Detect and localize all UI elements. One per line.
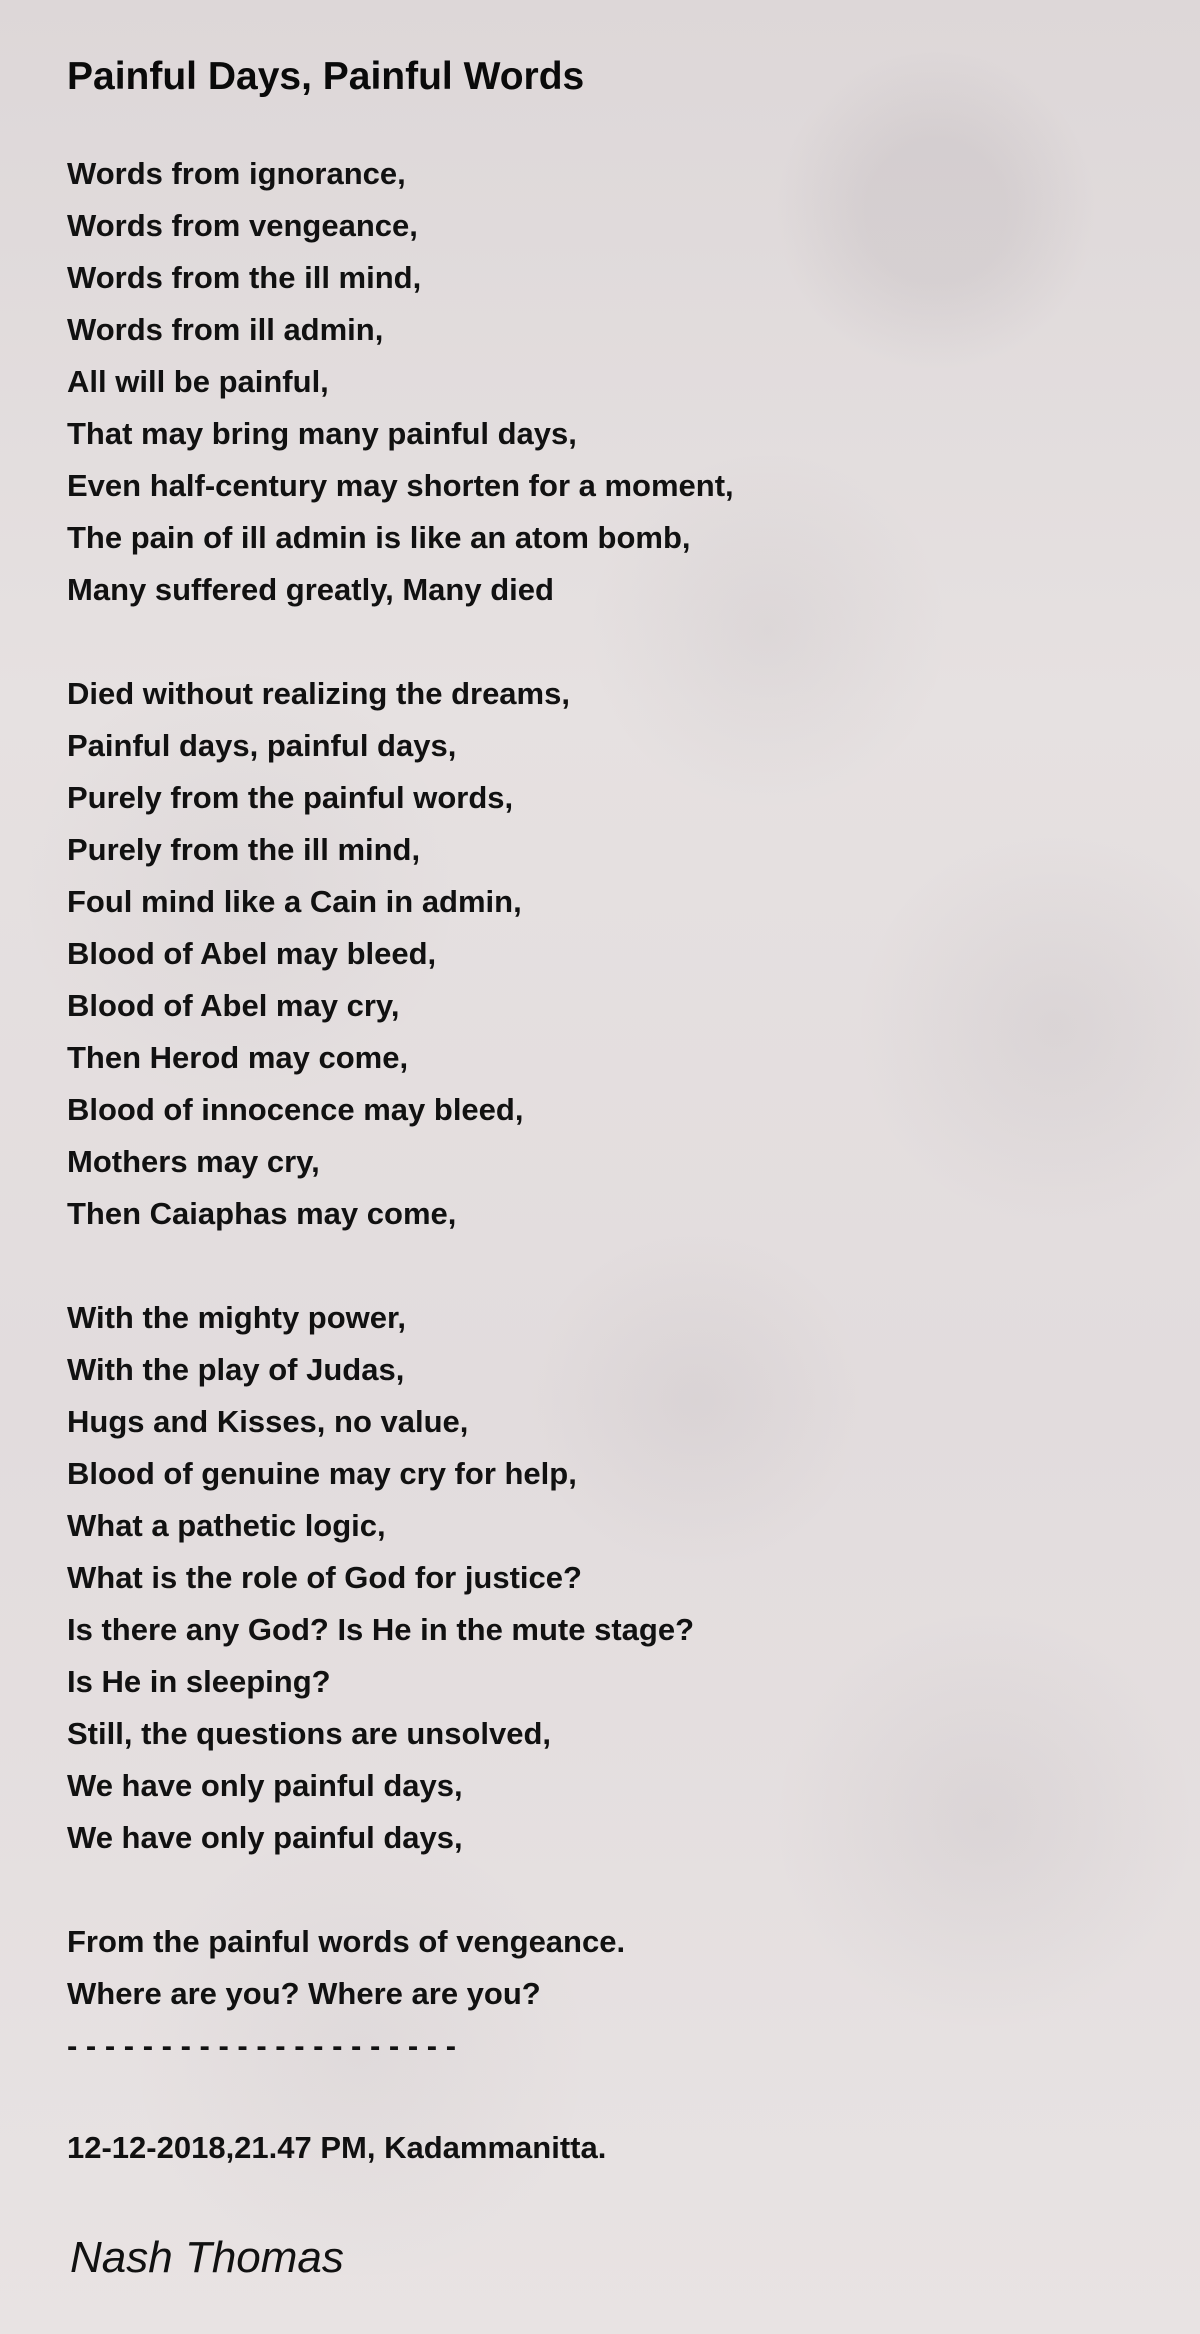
poem-line: Hugs and Kisses, no value,: [67, 1404, 469, 1439]
poem-body: [67, 148, 1167, 2124]
poem-line: Words from ignorance,: [67, 156, 406, 191]
poem-line: Then Herod may come,: [67, 1040, 409, 1075]
poem-line: What a pathetic logic,: [67, 1508, 386, 1543]
poem-line: That may bring many painful days,: [67, 416, 577, 451]
poem-line: Still, the questions are unsolved,: [67, 1716, 552, 1751]
poem-line: Then Caiaphas may come,: [67, 1196, 457, 1231]
poem-author: Nash Thomas: [70, 2233, 344, 2282]
poem-line: All will be painful,: [67, 364, 329, 399]
poem-stanza: [67, 1292, 1167, 1864]
poem-line: Blood of Abel may bleed,: [67, 936, 437, 971]
poem-stanza: [67, 668, 1167, 1240]
poem-line: We have only painful days,: [67, 1820, 463, 1855]
poem-line: Painful days, painful days,: [67, 728, 457, 763]
poem-line: Purely from the painful words,: [67, 780, 514, 815]
poem-line: Mothers may cry,: [67, 1144, 320, 1179]
poem-line: Purely from the ill mind,: [67, 832, 421, 867]
poem-line: Words from vengeance,: [67, 208, 418, 243]
poem-title: Painful Days, Painful Words: [67, 55, 585, 98]
poem-line: - - - - - - - - - - - - - - - - - - - - -: [67, 2028, 457, 2063]
poem-line: Blood of genuine may cry for help,: [67, 1456, 577, 1491]
poem-stanza: [67, 148, 1167, 616]
poem-line: Is He in sleeping?: [67, 1664, 331, 1699]
poem-line: From the painful words of vengeance.: [67, 1924, 626, 1959]
poem-line: Foul mind like a Cain in admin,: [67, 884, 522, 919]
poem-line: Many suffered greatly, Many died: [67, 572, 554, 607]
poem-line: Died without realizing the dreams,: [67, 676, 570, 711]
poem-line: Blood of innocence may bleed,: [67, 1092, 524, 1127]
poem-stanza: [67, 1916, 1167, 2072]
poem-line: Words from the ill mind,: [67, 260, 422, 295]
poem-dateline: 12-12-2018,21.47 PM, Kadammanitta.: [67, 2130, 607, 2165]
poem-line: What is the role of God for justice?: [67, 1560, 582, 1595]
poem-line: Blood of Abel may cry,: [67, 988, 400, 1023]
poem-line: With the mighty power,: [67, 1300, 407, 1335]
poem-line: Is there any God? Is He in the mute stage?: [67, 1612, 695, 1647]
poem-line: Words from ill admin,: [67, 312, 384, 347]
poem-line: Even half-century may shorten for a moment,: [67, 468, 734, 503]
poem-line: We have only painful days,: [67, 1768, 463, 1803]
poem-line: The pain of ill admin is like an atom bomb,: [67, 520, 691, 555]
poem-line: Where are you? Where are you?: [67, 1976, 541, 2011]
poem-line: With the play of Judas,: [67, 1352, 405, 1387]
